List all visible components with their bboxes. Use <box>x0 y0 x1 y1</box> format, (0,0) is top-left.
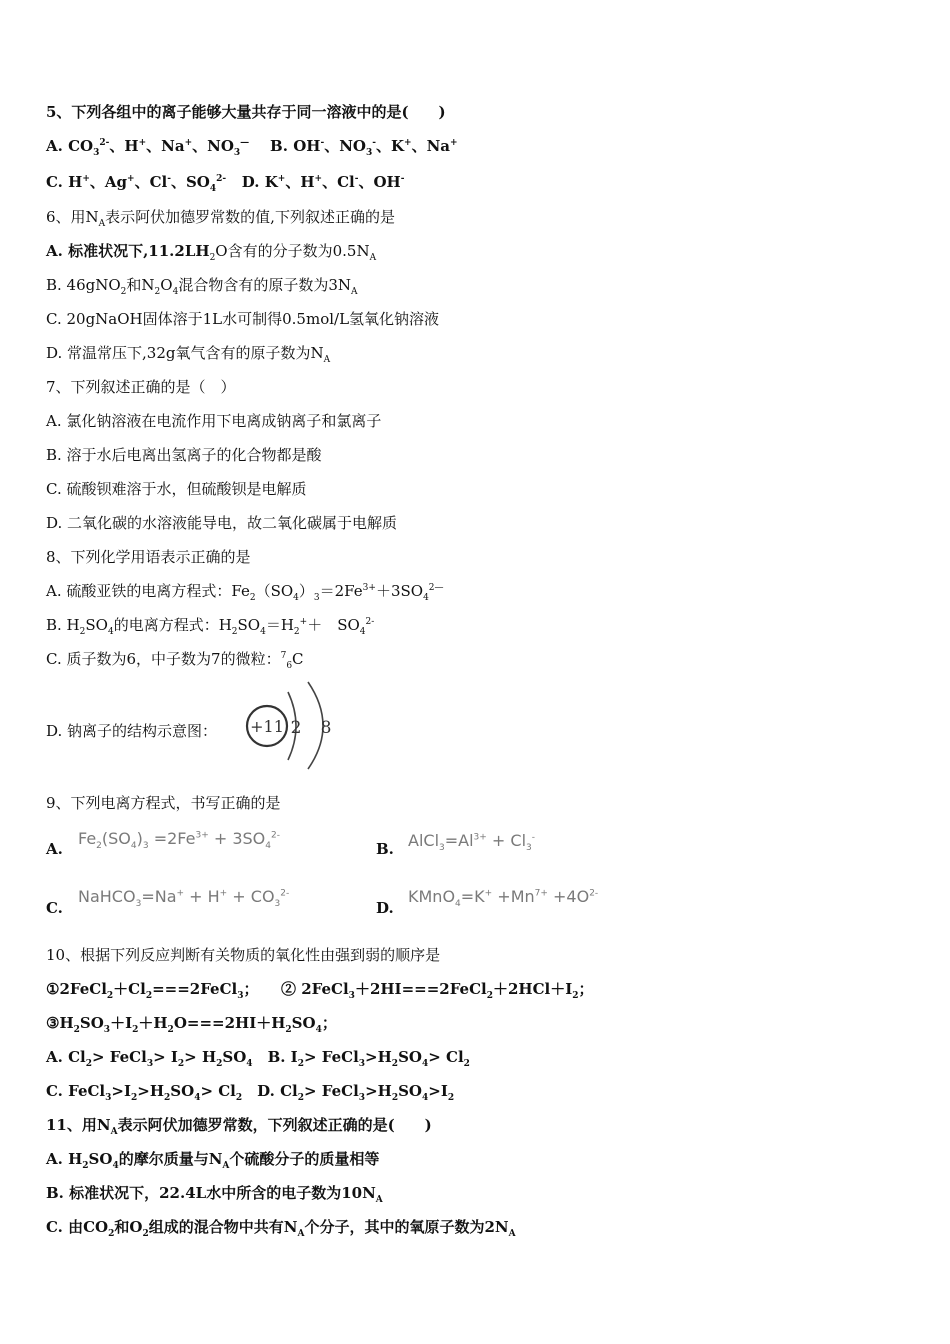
q6-option-b: B. 46gNO$_2$和$N_2O_4$混合物含有的原子数为$3N_A$ <box>46 276 358 297</box>
electron-shell-1-count: 2 <box>290 718 302 738</box>
q10-reaction-3: $③H_2SO_3+I_2+H_2O===2HI+H_2SO_4$； <box>46 1014 337 1035</box>
q9-stem: 9、下列电离方程式，书写正确的是 <box>46 794 281 812</box>
q7-stem: 7、下列叙述正确的是（ ） <box>46 378 236 396</box>
q8-option-a: A. 硫酸亚铁的电离方程式：$Fe_2(SO_4)_3=2Fe^{3+}+3SO_4^{2—}$ <box>46 582 444 603</box>
q7-option-b: B. 溶于水后电离出氢离子的化合物都是酸 <box>46 446 322 464</box>
nucleus-charge: +11 <box>250 717 284 736</box>
q11-option-c: C. 由$CO_2$和$O_2$组成的混合物中共有$N_A$个分子，其中的氧原子数为$2N_A$ <box>46 1218 516 1239</box>
q9-option-b-label: B. <box>376 840 394 858</box>
q10-options-cd: C. $FeCl_3>I_2>H_2SO_4> Cl_2$ D. $Cl_2>$ $FeCl_3>H_2SO_4>I_2$ <box>46 1082 455 1103</box>
q9-option-a-label: A. <box>46 840 63 858</box>
q7-option-d: D. 二氧化碳的水溶液能导电，故二氧化碳属于电解质 <box>46 514 398 532</box>
q8-stem: 8、下列化学用语表示正确的是 <box>46 548 251 566</box>
q11-option-b: B. 标准状况下，22.4L水中所含的电子数为$10N_A$ <box>46 1184 383 1205</box>
q9-option-c-label: C. <box>46 899 63 917</box>
q6-option-a: A. 标准状况下$,11.2LH_2O$含有的分子数为$0.5N_A$ <box>46 242 377 263</box>
q5-options-cd: C. H+、Ag+、Cl-、$SO_4^{2-}$ D. K+、H+、Cl-、OH- <box>46 173 405 194</box>
q8-option-d: D. 钠离子的结构示意图： <box>46 722 218 740</box>
q9-option-c-formula: NaHCO$_3$=Na+ + $H^+ + CO_3^{2-}$ <box>78 887 290 910</box>
q7-option-a: A. 氯化钠溶液在电流作用下电离成钠离子和氯离子 <box>46 412 382 430</box>
q9-option-d-formula: KMnO$_4$=K+ $+Mn^{7+} +4O^{2-}$ <box>408 887 599 910</box>
q5-options-ab: A. $CO_3^{2-}$、H+、Na+、$NO_3^—$ B. OH-、$NO_3^-$、K+、Na+ <box>46 137 458 158</box>
q7-option-c: C. 硫酸钡难溶于水，但硫酸钡是电解质 <box>46 480 307 498</box>
q9-option-d-label: D. <box>376 899 394 917</box>
q11-option-a: A. $H_2SO_4$的摩尔质量与$N_A$个硫酸分子的质量相等 <box>46 1150 380 1171</box>
q5-stem: 5、下列各组中的离子能够大量共存于同一溶液中的是( ) <box>46 103 446 121</box>
electron-shell-2-count: 8 <box>320 718 332 738</box>
q9-option-a-formula: $Fe_2(SO_4)_3 =2Fe^{3+} + 3SO_4^{2-}$ <box>78 829 280 852</box>
q6-option-c: C. 20gNaOH固体溶于1L水可制得0.5mol/L氢氧化钠溶液 <box>46 310 440 328</box>
q8-option-c: C. 质子数为6，中子数为7的微粒：$^7_6$C <box>46 650 304 671</box>
q6-option-d: D. 常温常压下,32g氧气含有的原子数为$N_A$ <box>46 344 331 365</box>
q8-option-b: B. $H_2SO_4$的电离方程式：$H_2SO_4=H_2^++$ $SO_4^{2-}$ <box>46 616 375 637</box>
q11-stem: 11、用$N_A$表示阿伏加德罗常数，下列叙述正确的是( ) <box>46 1116 432 1137</box>
sodium-ion-structure-diagram <box>238 678 348 773</box>
q9-option-b-formula: $AlCl_3=Al^{3+} + Cl_3^-$ <box>408 831 536 854</box>
q10-reactions-1-2: $①2FeCl_2+Cl_2===2FeCl_3$； ② $2FeCl_3+2HI===2FeCl_2+2HCl+I_2$； <box>46 980 594 1001</box>
q10-stem: 10、根据下列反应判断有关物质的氧化性由强到弱的顺序是 <box>46 946 441 964</box>
q10-options-ab: A. $Cl_2>$ FeCl$_3$> $I_2> H_2SO_4$ B. $I_2>$ $FeCl_3>H_2SO_4> Cl_2$ <box>46 1048 470 1069</box>
q6-stem: 6、用$N_A$表示阿伏加德罗常数的值,下列叙述正确的是 <box>46 208 395 229</box>
